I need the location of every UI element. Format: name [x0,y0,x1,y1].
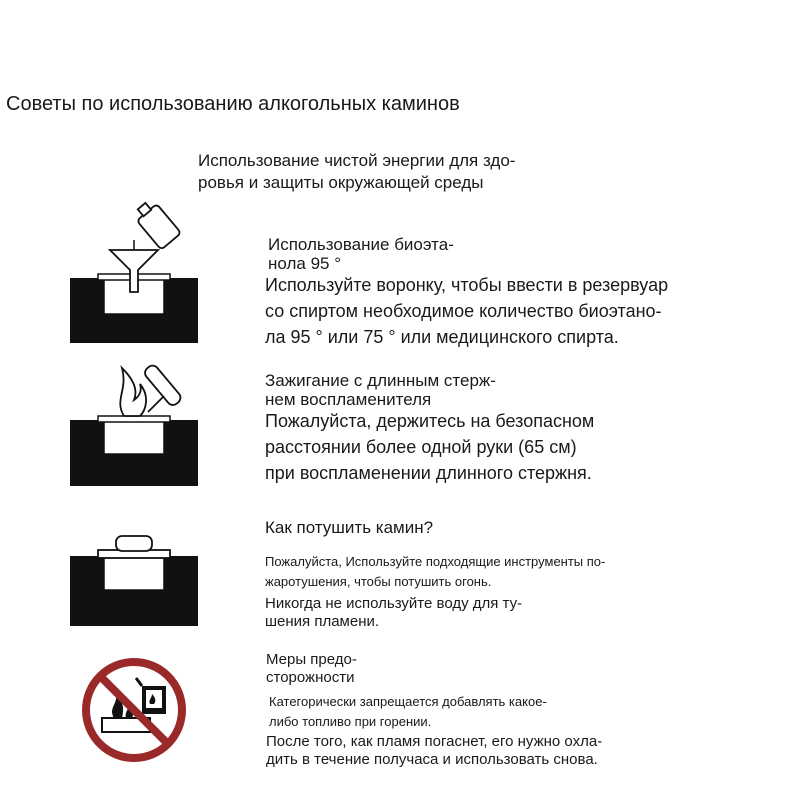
step-2-title: Зажигание с длинным стерж- нем воспламенителя [265,371,496,409]
page-title: Советы по использованию алкогольных каминов [6,93,460,115]
funnel-bottle-icon [68,200,200,345]
step-4-note: Категорически запрещается добавлять какое- либо топливо при горении. [269,694,547,729]
step-4-body: После того, как пламя погаснет, его нужно охла- дить в течение получаса и использовать снова. [266,733,603,768]
no-refuel-prohibition-icon [80,656,188,764]
step-3-title: Как потушить камин? [265,518,434,537]
step-4-title: Меры предо- сторожности [266,651,357,686]
step-3-body: Никогда не используйте воду для ту- шения пламени. [265,595,523,630]
flame-lighter-icon [68,360,203,490]
step-1-body: Используйте воронку, чтобы ввести в резервуар со спиртом необходимое количество биоэтано- ла 95 ° или 75 ° или медицинского спирта. [265,275,669,347]
lid-cover-icon [68,530,200,628]
step-1-title: Использование биоэта- нола 95 ° [268,235,454,273]
step-3-note: Пожалуйста, Используйте подходящие инструменты по- жаротушения, чтобы потушить огонь. [265,554,606,589]
step-2-body: Пожалуйста, держитесь на безопасном расстоянии более одной руки (65 см) при воспламенении длинного стержня. [265,411,595,483]
page-subtitle: Использование чистой энергии для здо- ровья и защиты окружающей среды [198,151,516,192]
